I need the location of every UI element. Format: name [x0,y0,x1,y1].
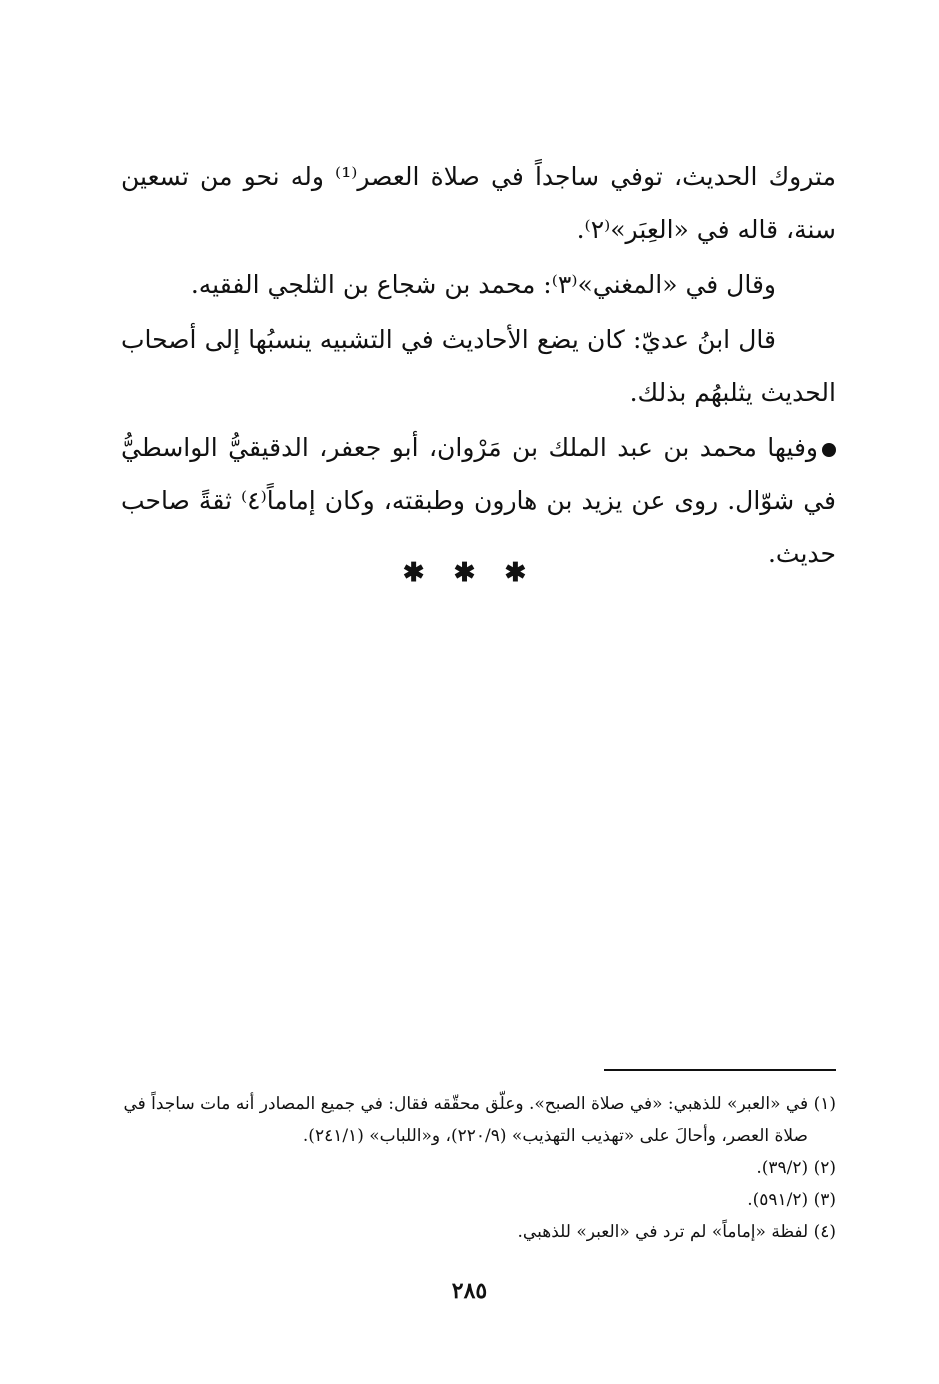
footnote-4: (٤) لفظة «إماماً» لم ترد في «العبر» للذهبي. [517,1222,836,1242]
footnote-2: (٢) (٣٩/٢). [756,1158,836,1178]
footnote-3: (٣) (٥٩١/٢). [747,1190,836,1210]
footnote-divider [604,1069,836,1071]
paragraph-2: وقال في «المغني»⁽٣⁾: محمد بن شجاع بن الثلجي الفقيه. [190,270,776,299]
paragraph-1: متروك الحديث، توفي ساجداً في صلاة العصر⁽¹⁾ وله نحو من تسعين سنة، قاله في «العِبَر»⁽٢⁾. [121,162,836,244]
section-separator: ✱ ✱ ✱ [402,558,537,588]
bullet-icon [822,443,836,457]
paragraph-3: قال ابنُ عديّ: كان يضع الأحاديث في التشبيه ينسبُها إلى أصحاب الحديث يثلبهُم بذلك. [121,325,836,407]
main-text [121,150,836,582]
page-number: ٢٨٥ [451,1278,488,1304]
footnotes [121,1088,836,1248]
paragraph-4 [121,421,836,580]
paragraph-4-text: وفيها محمد بن عبد الملك بن مَرْوان، أبو جعفر، الدقيقيُّ الواسطيُّ في شوّال. روى عن يزيد بن هارون وطبقته، وكان إماماً⁽٤⁾ ثقةً صاحب حديث. [121,433,837,568]
footnote-1: (١) في «العبر» للذهبي: «في صلاة الصبح». وعلّق محقّقه فقال: في جميع المصادر أنه مات ساجداً في صلاة العصر، وأحالَ على «تهذيب التهذيب» (٢٢٠/٩)، و«اللباب» (٢٤١/١). [123,1094,836,1146]
